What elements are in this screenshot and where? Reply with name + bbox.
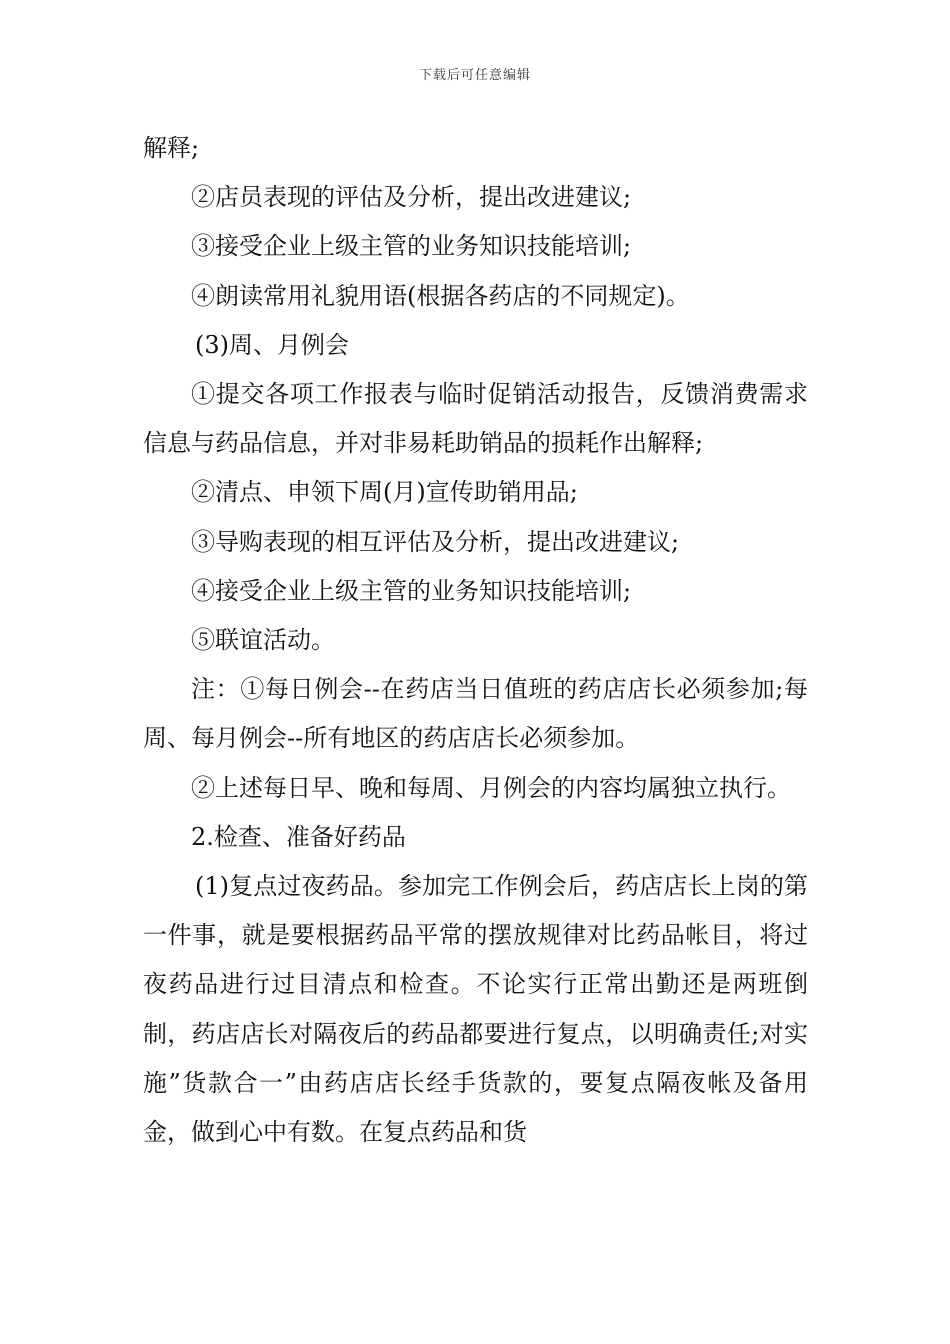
- paragraph: 注：①每日例会--在药店当日值班的药店店长必须参加;每周、每月例会--所有地区的药店店长必须参加。: [143, 675, 808, 753]
- page-header: 下载后可任意编辑: [418, 68, 531, 83]
- paragraph: ②上述每日早、晚和每周、月例会的内容均属独立执行。: [191, 773, 791, 802]
- paragraph: ②清点、申领下周(月)宣传助销用品;: [191, 478, 578, 507]
- paragraph: ⑤联谊活动。: [191, 626, 335, 655]
- paragraph: ③接受企业上级主管的业务知识技能培训;: [191, 232, 632, 261]
- paragraph: ④接受企业上级主管的业务知识技能培训;: [191, 576, 632, 605]
- paragraph: ②店员表现的评估及分析，提出改进建议;: [191, 183, 632, 212]
- paragraph: 2.检查、准备好药品: [191, 822, 406, 851]
- document-body: [143, 124, 808, 1157]
- paragraph: ①提交各项工作报表与临时促销活动报告，反馈消费需求信息与药品信息，并对非易耗助销品的损耗作出解释;: [143, 380, 808, 458]
- paragraph: ④朗读常用礼貌用语(根据各药店的不同规定)。: [191, 281, 690, 310]
- paragraph: ③导购表现的相互评估及分析，提出改进建议;: [191, 527, 680, 556]
- paragraph: (1)复点过夜药品。参加完工作例会后，药店店长上岗的第一件事，就是要根据药品平常的摆放规律对比药品帐目，将过夜药品进行过目清点和检查。不论实行正常出勤还是两班倒制，药店店长对隔夜后的药品都要进行复点，以明确责任;对实施”货款合一”由药店店长经手货款的，要复点隔夜帐及备用金，做到心中有数。在复点药品和货: [143, 872, 808, 1147]
- paragraph: (3)周、月例会: [195, 330, 349, 359]
- paragraph: 解释;: [143, 134, 200, 162]
